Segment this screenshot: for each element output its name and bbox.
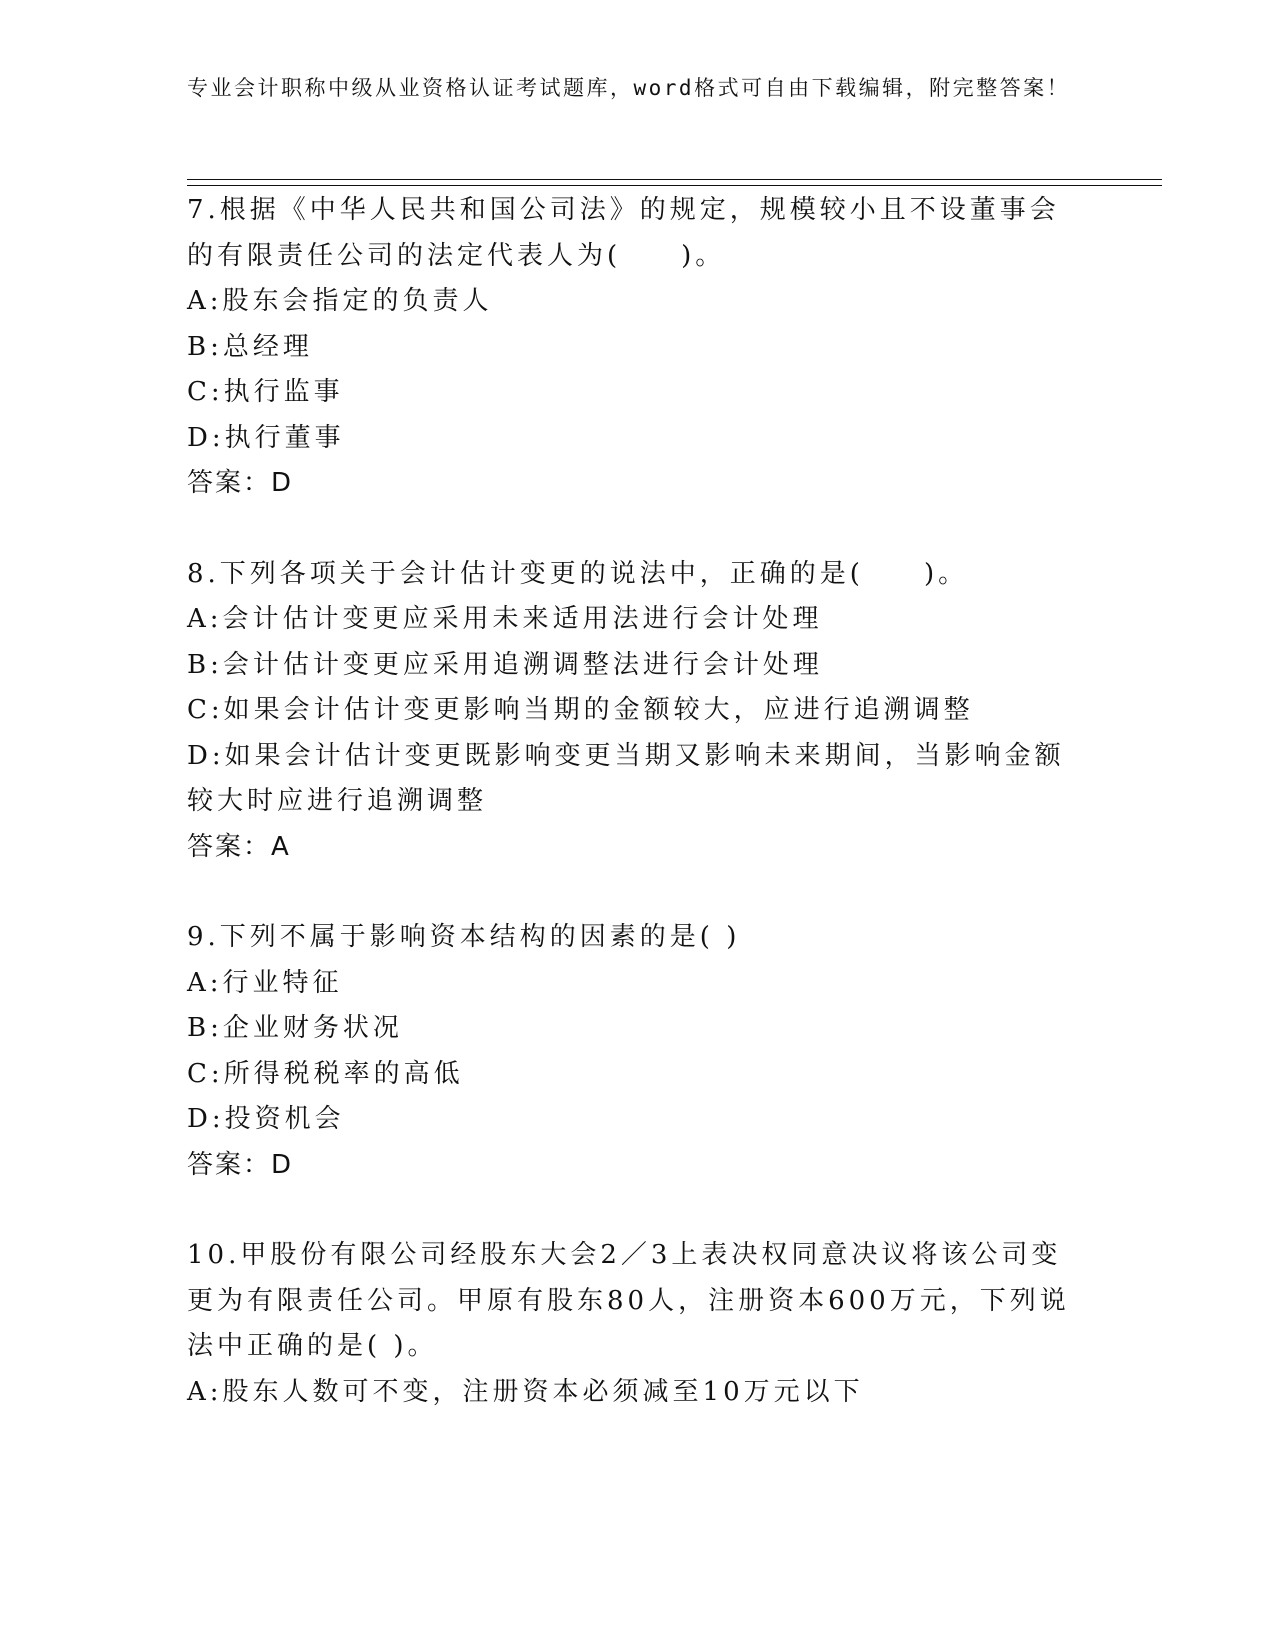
question-text: 9.下列不属于影响资本结构的因素的是( ) xyxy=(187,922,741,952)
header-divider xyxy=(187,179,1162,186)
option-c: C:执行监事 xyxy=(187,377,344,407)
option-d: D:如果会计估计变更既影响变更当期又影响未来期间，当影响金额较大时应进行追溯调整 xyxy=(187,740,1065,816)
question-text: 7.根据《中华人民共和国公司法》的规定，规模较小且不设董事会的有限责任公司的法定代表人为( )。 xyxy=(187,195,1060,271)
answer: 答案：D xyxy=(187,1149,294,1180)
document-header xyxy=(187,72,1077,105)
question-9 xyxy=(187,915,1087,1188)
option-a: A:会计估计变更应采用未来适用法进行会计处理 xyxy=(187,604,823,634)
answer: 答案：D xyxy=(187,468,294,498)
question-text: 10.甲股份有限公司经股东大会2／3上表决权同意决议将该公司变更为有限责任公司。甲原有股东80人，注册资本600万元，下列说法中正确的是( )。 xyxy=(187,1240,1070,1361)
question-text: 8.下列各项关于会计估计变更的说法中，正确的是( )。 xyxy=(187,558,969,589)
option-c: C:所得税税率的高低 xyxy=(187,1058,464,1089)
question-list xyxy=(187,188,1087,1460)
option-a: A:行业特征 xyxy=(187,967,343,998)
option-a: A:股东人数可不变，注册资本必须减至10万元以下 xyxy=(187,1376,864,1407)
question-7 xyxy=(187,188,1087,507)
question-8 xyxy=(187,552,1087,871)
answer: 答案：A xyxy=(187,831,291,862)
option-d: D:执行董事 xyxy=(187,422,345,453)
header-intro: 专业会计职称中级从业资格认证考试题库，word格式可自由下载编辑，附完整答案！ xyxy=(187,76,1071,100)
option-a: A:股东会指定的负责人 xyxy=(187,286,493,316)
option-d: D:投资机会 xyxy=(187,1104,345,1134)
option-c: C:如果会计估计变更影响当期的金额较大，应进行追溯调整 xyxy=(187,695,974,725)
option-b: B:总经理 xyxy=(187,331,313,362)
question-10 xyxy=(187,1233,1087,1415)
option-b: B:会计估计变更应采用追溯调整法进行会计处理 xyxy=(187,649,823,680)
option-b: B:企业财务状况 xyxy=(187,1013,403,1043)
